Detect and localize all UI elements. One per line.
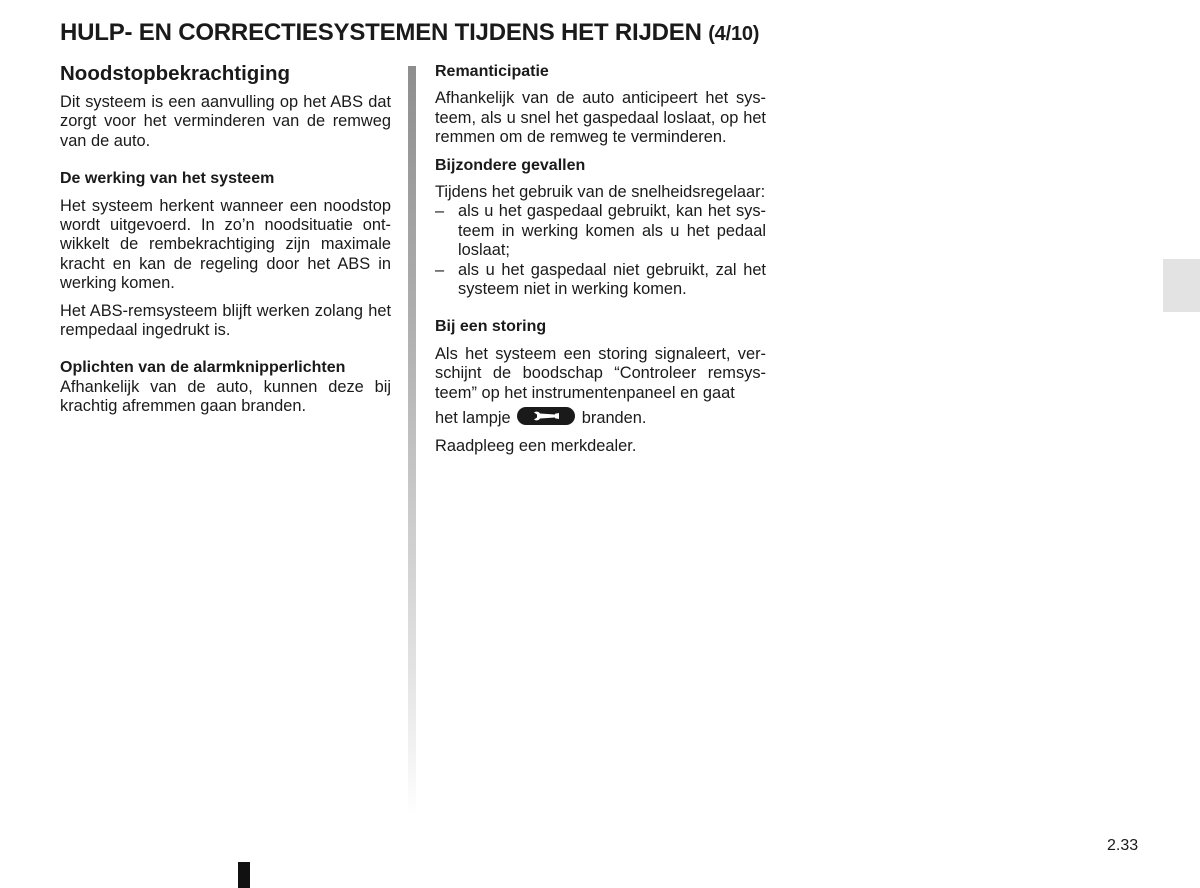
remanticipatie-paragraph: Afhankelijk van de auto anticipeert het systeem, als u snel het gaspedaal loslaat, op het remmen om de remweg te verminderen.: [435, 89, 766, 147]
subhead-remanticipatie: Remanticipatie: [435, 63, 549, 80]
page-title: [60, 19, 759, 47]
dealer-paragraph: Raadpleeg een merkdealer.: [435, 436, 637, 455]
page-title-text: HULP- EN CORRECTIESYSTEMEN TIJDENS HET RIJDEN: [60, 19, 702, 46]
subhead-bijzondere-gevallen: Bijzondere gevallen: [435, 156, 586, 174]
bijzondere-gevallen-paragraph: Tijdens het gebruik van de snelheidsregelaar:: [435, 183, 766, 202]
alarm-paragraph: Afhankelijk van de auto, kunnen deze bij krachtig afremmen gaan branden.: [60, 377, 391, 416]
bijzondere-gevallen-list: [435, 202, 766, 299]
subhead-storing: Bij een storing: [435, 318, 547, 336]
storing-paragraph: Als het systeem een storing signaleert, verschijnt de boodschap “Controleer remsysteem” op het instrumentenpaneel en gaat: [435, 344, 766, 402]
column-divider: [408, 66, 416, 816]
chapter-tab: [1163, 259, 1200, 312]
page-number: 2.33: [1107, 837, 1139, 854]
werking-paragraph-2: Het ABS-remsysteem blijft werken zolang het rempedaal ingedrukt is.: [60, 301, 391, 340]
page-part-indicator: (4/10): [708, 23, 760, 45]
list-item-text: als u het gaspedaal gebruikt, kan het systeem in werking komen als u het pedaal loslaat;: [458, 202, 766, 260]
wrench-warning-icon: [517, 407, 575, 425]
list-item: [435, 202, 766, 260]
lamp-line: [435, 407, 766, 428]
list-dash: –: [435, 260, 445, 279]
list-item: [435, 261, 766, 300]
list-dash: –: [435, 202, 445, 221]
lamp-line-post: branden.: [581, 409, 647, 428]
intro-paragraph: Dit systeem is een aanvulling op het ABS dat zorgt voor het verminderen van de remweg van de auto.: [60, 93, 391, 150]
left-column: [60, 62, 391, 417]
right-column: [435, 62, 766, 456]
werking-paragraph-1: Het systeem herkent wanneer een noodstop wordt uitgevoerd. In zo’n noodsituatie ontwikkelt de rembekrachtiging zijn maximale kracht en kan de regeling door het ABS in werking komen.: [60, 196, 391, 293]
crop-mark: [238, 862, 250, 888]
subhead-werking: De werking van het systeem: [60, 170, 275, 188]
lamp-line-pre: het lampje: [435, 409, 511, 428]
list-item-text: als u het gaspedaal niet gebruikt, zal het systeem niet in werking komen.: [458, 260, 766, 299]
subhead-alarm: Oplichten van de alarmknipperlichten: [60, 359, 346, 377]
section-title-noodstop: Noodstopbekrachtiging: [60, 62, 291, 85]
